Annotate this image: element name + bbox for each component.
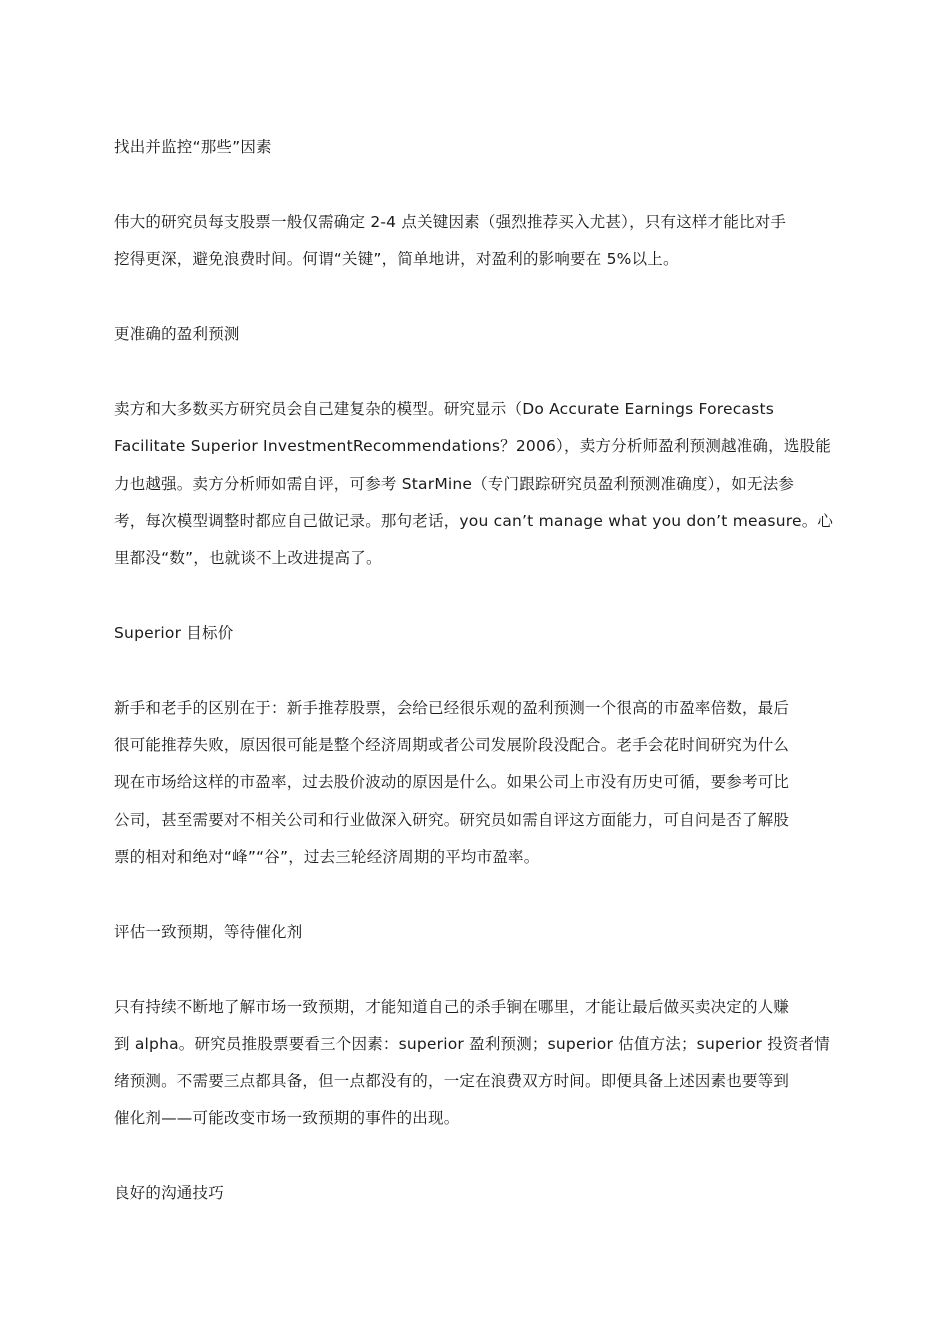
- section-heading: 评估一致预期，等待催化剂: [114, 923, 303, 941]
- paragraph-line: 力也越强。卖方分析师如需自评，可参考 StarMine（专门跟踪研究员盈利预测准确度），如无法参: [114, 475, 795, 493]
- section-heading: 更准确的盈利预测: [114, 325, 240, 343]
- paragraph-line: 公司，甚至需要对不相关公司和行业做深入研究。研究员如需自评这方面能力，可自问是否了解股: [114, 811, 790, 829]
- paragraph-line: 新手和老手的区别在于：新手推荐股票，会给已经很乐观的盈利预测一个很高的市盈率倍数，最后: [114, 699, 790, 717]
- paragraph-line: 挖得更深，避免浪费时间。何谓“关键”，简单地讲，对盈利的影响要在 5%以上。: [114, 250, 679, 268]
- paragraph-line: 只有持续不断地了解市场一致预期，才能知道自己的杀手锏在哪里，才能让最后做买卖决定的人赚: [114, 998, 790, 1016]
- paragraph-line: 里都没“数”，也就谈不上改进提高了。: [114, 549, 382, 567]
- paragraph-line: 卖方和大多数买方研究员会自己建复杂的模型。研究显示（Do Accurate Earnings Forecasts: [114, 400, 775, 418]
- section-heading: 良好的沟通技巧: [114, 1184, 224, 1202]
- paragraph-line: Facilitate Superior InvestmentRecommendations？2006），卖方分析师盈利预测越准确，选股能: [114, 437, 831, 455]
- section-heading: 找出并监控“那些”因素: [114, 138, 272, 156]
- paragraph-line: 很可能推荐失败，原因很可能是整个经济周期或者公司发展阶段没配合。老手会花时间研究为什么: [114, 736, 790, 754]
- paragraph-line: 伟大的研究员每支股票一般仅需确定 2-4 点关键因素（强烈推荐买入尤甚），只有这样才能比对手: [114, 213, 787, 231]
- paragraph-line: 催化剂——可能改变市场一致预期的事件的出现。: [114, 1109, 460, 1127]
- paragraph-line: 到 alpha。研究员推股票要看三个因素：superior 盈利预测；superior 估值方法；superior 投资者情: [114, 1035, 831, 1053]
- paragraph-line: 绪预测。不需要三点都具备，但一点都没有的，一定在浪费双方时间。即便具备上述因素也要等到: [114, 1072, 790, 1090]
- paragraph-line: 考，每次模型调整时都应自己做记录。那句老话，you can’t manage what you don’t measure。心: [114, 512, 834, 530]
- paragraph-line: 现在市场给这样的市盈率，过去股价波动的原因是什么。如果公司上市没有历史可循，要参考可比: [114, 773, 790, 791]
- paragraph-line: 票的相对和绝对“峰”“谷”，过去三轮经济周期的平均市盈率。: [114, 848, 540, 866]
- section-heading: Superior 目标价: [114, 624, 234, 642]
